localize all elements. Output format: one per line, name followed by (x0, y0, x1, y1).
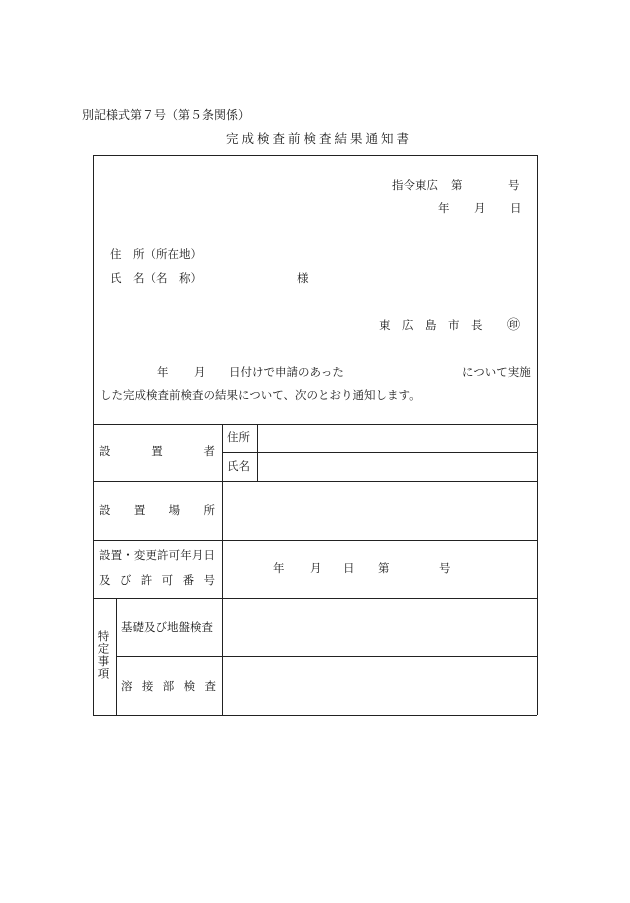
specified-item-spread (121, 681, 216, 693)
location-label-char: 場 (168, 503, 181, 517)
specified-item-char: 査 (204, 679, 216, 693)
permit-label-char: 号 (203, 573, 215, 587)
frame-right-border (537, 155, 538, 715)
permit-label-char: 設 (99, 548, 111, 562)
installer-address-label: 住所 (227, 430, 250, 444)
specified-item-char: 溶 (121, 679, 133, 693)
permit-label-char: 番 (182, 573, 195, 587)
recipient-address-label: 住 所（所在地） (110, 247, 202, 261)
permit-label-char: 可 (168, 548, 181, 562)
permit-dai: 第 (378, 561, 390, 575)
installer-label (99, 446, 215, 458)
specified-item-char: 接 (141, 679, 154, 693)
issuer-name: 東 広 島 市 長 (379, 318, 483, 332)
specified-item: 基礎及び地盤検査 (121, 620, 213, 634)
installer-label-char: 設 (99, 444, 111, 458)
specified-label-divider (116, 598, 117, 715)
installer-label-char: 者 (203, 444, 215, 458)
permit-year: 年 (273, 561, 285, 575)
doc-date-month: 月 (474, 201, 486, 215)
location-label-char: 所 (203, 503, 215, 517)
doc-number-prefix: 指令東広 (392, 178, 438, 192)
issuer-seal-icon: ㊞ (507, 318, 521, 333)
installer-inner-divider (222, 452, 537, 453)
installer-bottom-border (93, 481, 537, 482)
body-date-suffix: 日付けで申請のあった (229, 365, 344, 379)
body-month: 月 (194, 365, 206, 379)
frame-bottom-border (93, 715, 537, 716)
permit-label-char: 月 (191, 548, 204, 562)
permit-bottom-border (93, 598, 537, 599)
table-top-border (93, 424, 537, 425)
permit-label-char: 更 (145, 548, 157, 562)
recipient-honorific: 様 (297, 271, 309, 285)
doc-date-day: 日 (510, 201, 522, 215)
form-label: 別記様式第７号（第５条関係） (82, 108, 251, 122)
installer-label-char: 置 (151, 444, 163, 458)
location-label-char: 置 (133, 503, 146, 517)
document-title: 完成検査前検査結果通知書 (226, 131, 413, 146)
specified-label: 特定事項 (96, 630, 111, 680)
doc-number-go: 号 (508, 178, 520, 192)
permit-label-char: 可 (161, 573, 174, 587)
permit-label-char: 許 (140, 573, 153, 587)
installer-sublabel-divider (257, 424, 258, 481)
permit-label-char: 許 (157, 548, 169, 562)
label-column-divider (222, 424, 223, 715)
location-bottom-border (93, 540, 537, 541)
recipient-name-label: 氏 名（名 称） (110, 271, 202, 285)
location-label (99, 505, 215, 517)
frame-top-border (93, 155, 537, 156)
doc-number-dai: 第 (451, 178, 463, 192)
installer-name-label: 氏名 (227, 459, 250, 473)
permit-month: 月 (310, 561, 322, 575)
specified-item-char: 部 (162, 679, 175, 693)
location-label-char: 設 (99, 503, 111, 517)
permit-go: 号 (439, 561, 451, 575)
body-subject-suffix: について実施 (462, 365, 531, 379)
permit-day: 日 (343, 561, 355, 575)
permit-label-line-2 (99, 575, 215, 587)
doc-date-year: 年 (438, 201, 450, 215)
body-line-2: した完成検査前検査の結果について、次のとおり通知します。 (100, 388, 421, 402)
specified-inner-divider (116, 656, 537, 657)
frame-left-border (93, 155, 94, 715)
permit-label-char: 日 (203, 548, 215, 562)
permit-label-char: 年 (180, 548, 192, 562)
permit-label-line-1 (99, 550, 215, 562)
permit-label-char: 及 (99, 573, 111, 587)
specified-item-char: 検 (183, 679, 196, 693)
permit-label-char: 変 (133, 548, 146, 562)
permit-label-char: 置 (110, 548, 123, 562)
body-year: 年 (157, 365, 169, 379)
permit-label-char: ・ (122, 548, 134, 562)
permit-label-char: び (119, 573, 132, 587)
